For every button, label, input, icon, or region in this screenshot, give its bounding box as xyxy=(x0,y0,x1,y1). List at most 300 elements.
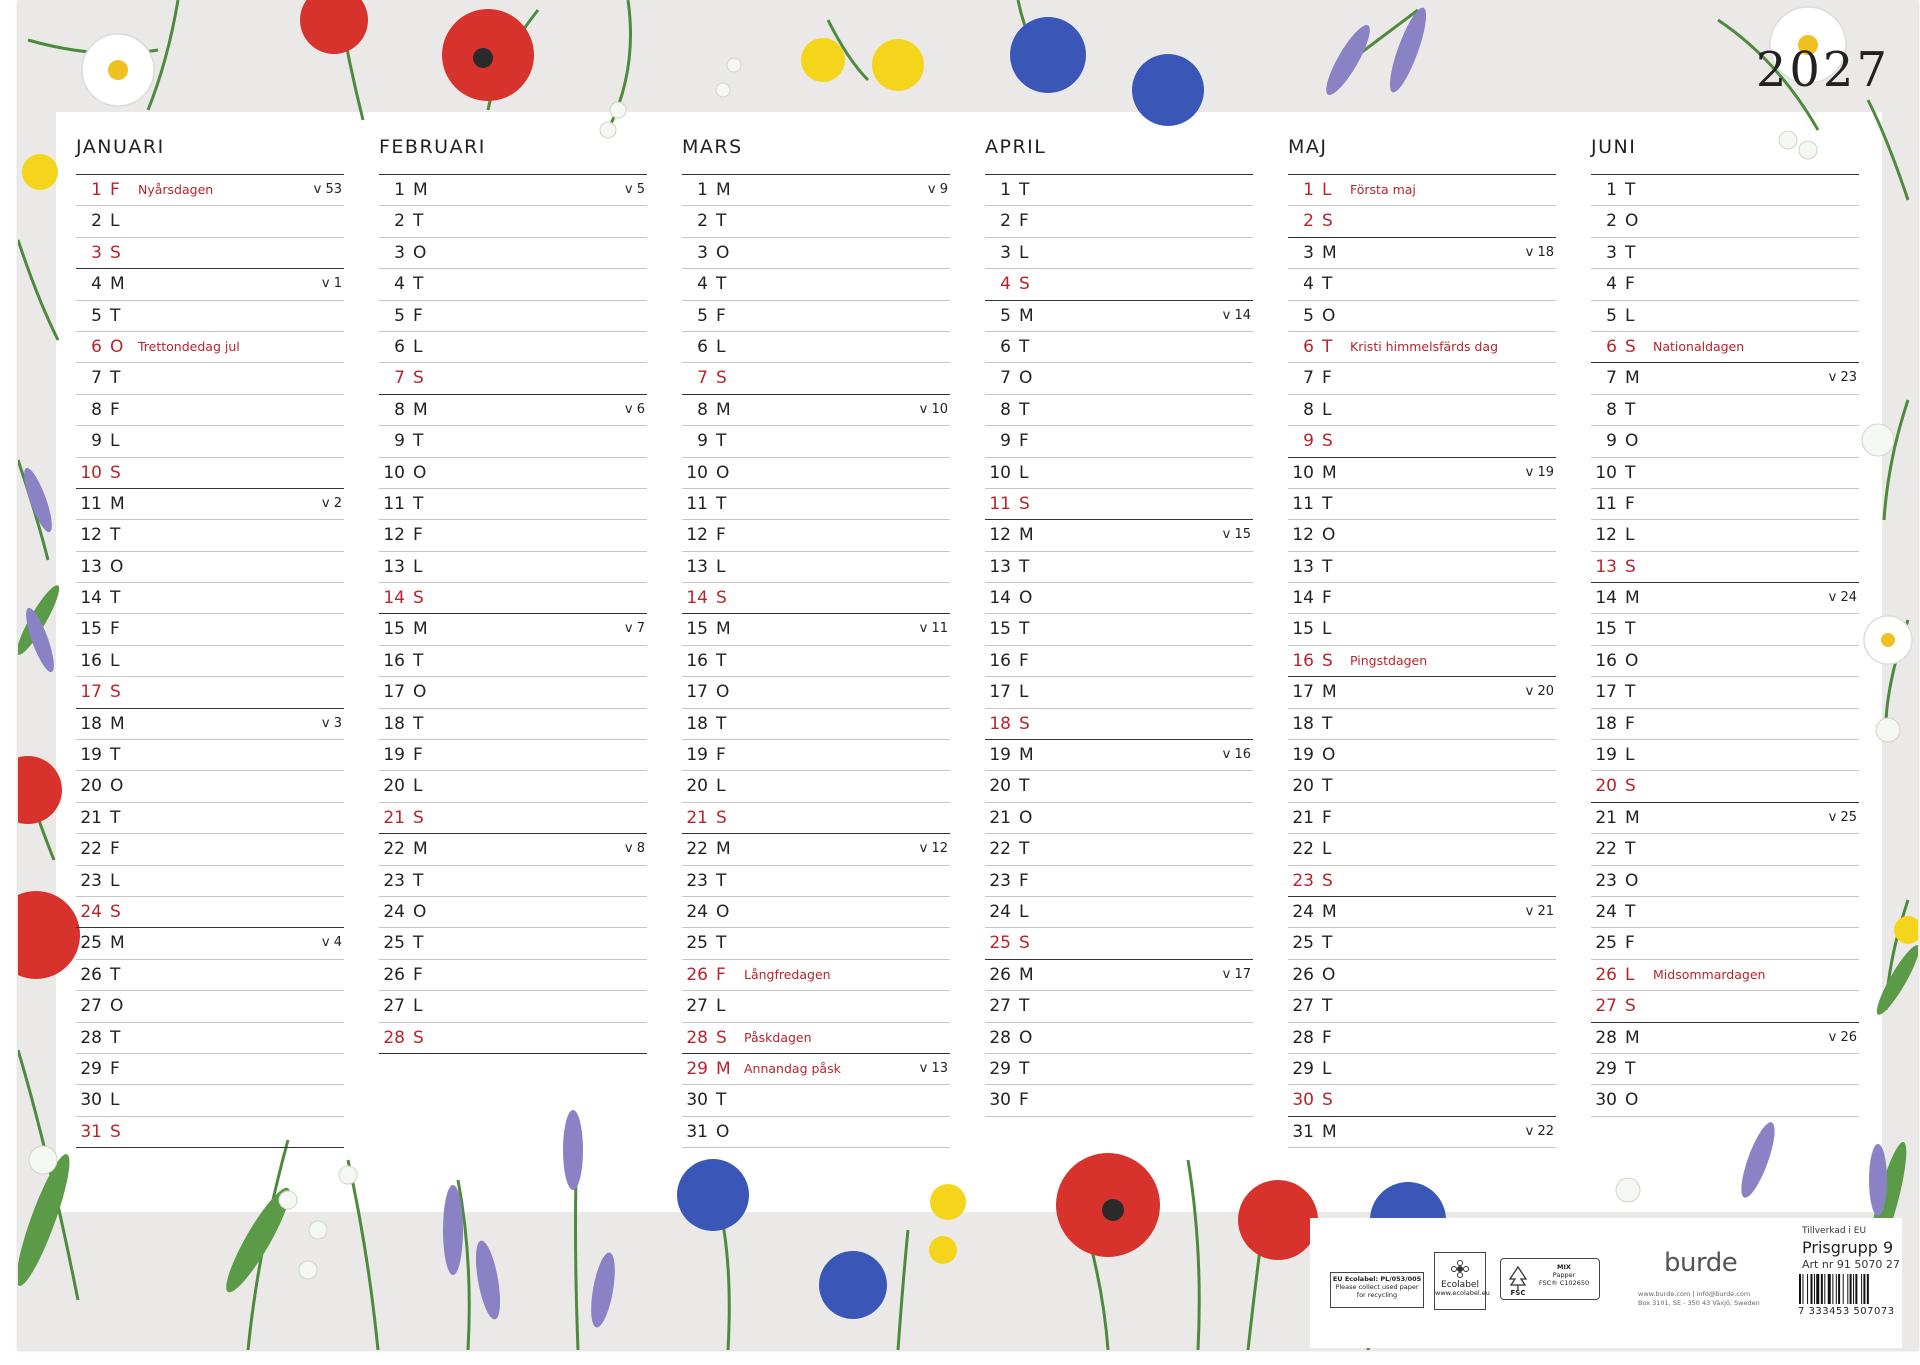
day-row[interactable] xyxy=(985,363,1253,394)
weekday-letter: T xyxy=(1625,462,1636,483)
day-row[interactable] xyxy=(682,866,950,897)
weekday-letter: L xyxy=(413,336,423,357)
day-number: 23 xyxy=(1292,870,1314,891)
weekday-letter: O xyxy=(110,336,124,357)
day-row[interactable] xyxy=(985,206,1253,237)
weekday-letter: O xyxy=(1625,650,1639,671)
day-row[interactable] xyxy=(379,301,647,332)
day-row[interactable] xyxy=(1591,614,1859,645)
day-row[interactable] xyxy=(1591,1085,1859,1116)
weekday-letter: F xyxy=(413,964,423,985)
month-title: MARS xyxy=(682,136,743,158)
day-number: 31 xyxy=(686,1121,708,1142)
day-row[interactable] xyxy=(682,677,950,708)
weekday-letter: L xyxy=(110,1090,120,1111)
week-number: v 26 xyxy=(1828,1029,1857,1045)
weekday-letter: O xyxy=(1019,368,1033,389)
day-row[interactable] xyxy=(1591,1023,1859,1054)
day-row[interactable] xyxy=(1288,677,1556,708)
day-row[interactable] xyxy=(682,395,950,426)
weekday-letter: M xyxy=(1322,1121,1337,1142)
weekday-letter: F xyxy=(1625,493,1635,514)
week-number: v 24 xyxy=(1828,590,1857,606)
day-row[interactable] xyxy=(76,897,344,928)
day-number: 24 xyxy=(1292,901,1314,922)
weekday-letter: T xyxy=(413,211,424,232)
day-row[interactable] xyxy=(379,426,647,457)
weekday-letter: M xyxy=(1322,462,1337,483)
day-row[interactable] xyxy=(76,771,344,802)
day-row[interactable] xyxy=(682,583,950,614)
day-row[interactable] xyxy=(379,834,647,865)
weekday-letter: O xyxy=(1625,431,1639,452)
day-row[interactable] xyxy=(1288,489,1556,520)
weekday-letter: M xyxy=(716,180,731,200)
day-row[interactable] xyxy=(1591,803,1859,834)
day-row[interactable] xyxy=(76,1023,344,1054)
day-row[interactable] xyxy=(1288,583,1556,614)
weekday-letter: M xyxy=(413,180,428,200)
day-row[interactable] xyxy=(985,646,1253,677)
day-row[interactable] xyxy=(1288,269,1556,300)
holiday-name: Midsommardagen xyxy=(1653,966,1766,982)
day-number: 1 xyxy=(697,180,708,200)
day-row[interactable] xyxy=(985,458,1253,489)
day-row[interactable] xyxy=(1591,458,1859,489)
day-row[interactable] xyxy=(379,206,647,237)
day-number: 28 xyxy=(989,1027,1011,1048)
day-row[interactable] xyxy=(1591,740,1859,771)
day-row[interactable] xyxy=(379,1054,647,1084)
weekday-letter: S xyxy=(1625,996,1636,1017)
day-row[interactable] xyxy=(1288,960,1556,991)
day-number: 26 xyxy=(989,964,1011,985)
day-number: 27 xyxy=(80,996,102,1017)
day-row[interactable] xyxy=(379,960,647,991)
day-row[interactable] xyxy=(379,709,647,740)
day-row[interactable] xyxy=(1591,489,1859,520)
day-row[interactable] xyxy=(1591,206,1859,237)
day-row[interactable] xyxy=(682,520,950,551)
day-row[interactable] xyxy=(1288,395,1556,426)
day-row[interactable] xyxy=(76,583,344,614)
day-row[interactable] xyxy=(1288,238,1556,269)
day-row[interactable] xyxy=(985,520,1253,551)
day-row[interactable] xyxy=(1288,991,1556,1022)
day-row[interactable] xyxy=(379,646,647,677)
day-row[interactable] xyxy=(1288,1054,1556,1085)
day-row[interactable] xyxy=(1288,1117,1556,1148)
day-row[interactable] xyxy=(682,646,950,677)
day-row[interactable] xyxy=(76,238,344,269)
day-row[interactable] xyxy=(985,960,1253,991)
weekday-letter: S xyxy=(716,807,727,828)
day-row[interactable] xyxy=(985,897,1253,928)
day-number: 28 xyxy=(383,1027,405,1048)
day-number: 22 xyxy=(1292,839,1314,860)
weekday-letter: T xyxy=(110,368,121,389)
day-row[interactable] xyxy=(682,771,950,802)
day-number: 13 xyxy=(686,556,708,577)
poppy-icon xyxy=(300,0,534,101)
weekday-letter: T xyxy=(413,274,424,295)
day-number: 15 xyxy=(989,619,1011,640)
day-number: 13 xyxy=(80,556,102,577)
day-row[interactable] xyxy=(682,897,950,928)
day-row[interactable] xyxy=(682,269,950,300)
weekday-letter: T xyxy=(1322,933,1333,954)
day-number: 7 xyxy=(1606,368,1617,389)
day-row[interactable] xyxy=(985,426,1253,457)
day-row[interactable] xyxy=(76,1054,344,1085)
day-row[interactable] xyxy=(1591,363,1859,394)
weekday-letter: T xyxy=(716,431,727,452)
day-number: 22 xyxy=(383,839,405,860)
day-row[interactable] xyxy=(379,803,647,834)
weekday-letter: L xyxy=(1322,180,1332,200)
day-row[interactable] xyxy=(682,960,950,991)
day-row[interactable] xyxy=(1288,458,1556,489)
day-number: 2 xyxy=(91,211,102,232)
weekday-letter: S xyxy=(716,588,727,609)
day-row[interactable] xyxy=(379,1115,647,1145)
day-number: 17 xyxy=(80,682,102,703)
weekday-letter: O xyxy=(413,901,427,922)
day-number: 3 xyxy=(1606,242,1617,263)
day-row[interactable] xyxy=(1288,834,1556,865)
day-number: 14 xyxy=(686,588,708,609)
weekday-letter: S xyxy=(110,1121,121,1142)
day-row[interactable] xyxy=(76,489,344,520)
day-row[interactable] xyxy=(76,740,344,771)
day-row[interactable] xyxy=(76,991,344,1022)
day-row[interactable] xyxy=(379,1023,647,1054)
day-row[interactable] xyxy=(379,677,647,708)
weekday-letter: F xyxy=(1019,870,1029,891)
day-row[interactable] xyxy=(1591,866,1859,897)
day-row[interactable] xyxy=(985,489,1253,520)
weekday-letter: T xyxy=(1322,556,1333,577)
day-row[interactable] xyxy=(379,520,647,551)
day-row[interactable] xyxy=(682,332,950,363)
day-row[interactable] xyxy=(682,206,950,237)
day-row[interactable] xyxy=(1591,771,1859,802)
fsc-mark: FSC xyxy=(1510,1289,1526,1297)
day-row[interactable] xyxy=(379,1084,647,1114)
week-number: v 12 xyxy=(919,841,948,857)
weekday-letter: T xyxy=(1322,776,1333,797)
day-row[interactable] xyxy=(1591,928,1859,959)
weekday-letter: M xyxy=(716,619,731,640)
day-row[interactable] xyxy=(682,709,950,740)
day-number: 30 xyxy=(80,1090,102,1111)
weekday-letter: F xyxy=(110,839,120,860)
day-row[interactable] xyxy=(76,520,344,551)
day-row[interactable] xyxy=(985,803,1253,834)
day-number: 12 xyxy=(686,525,708,546)
day-row[interactable] xyxy=(985,740,1253,771)
day-row[interactable] xyxy=(682,803,950,834)
weekday-letter: T xyxy=(1625,399,1636,420)
day-row[interactable] xyxy=(682,1085,950,1116)
day-row[interactable] xyxy=(76,552,344,583)
day-row[interactable] xyxy=(985,1054,1253,1085)
day-row[interactable] xyxy=(682,740,950,771)
day-number: 14 xyxy=(989,588,1011,609)
day-row[interactable] xyxy=(985,552,1253,583)
barcode-bar xyxy=(1843,1274,1844,1304)
day-row[interactable] xyxy=(1288,301,1556,332)
weekday-letter: L xyxy=(110,211,120,232)
day-row[interactable] xyxy=(1288,426,1556,457)
day-row[interactable] xyxy=(379,238,647,269)
day-row[interactable] xyxy=(682,363,950,394)
day-row[interactable] xyxy=(76,363,344,394)
day-number: 21 xyxy=(80,807,102,828)
weekday-letter: F xyxy=(716,745,726,766)
day-row[interactable] xyxy=(379,928,647,959)
day-number: 12 xyxy=(80,525,102,546)
day-number: 28 xyxy=(1595,1027,1617,1048)
day-row[interactable] xyxy=(76,677,344,708)
weekday-letter: T xyxy=(716,274,727,295)
day-row[interactable] xyxy=(379,363,647,394)
day-row[interactable] xyxy=(1288,646,1556,677)
weekday-letter: F xyxy=(110,180,120,200)
day-row[interactable] xyxy=(1591,1054,1859,1085)
day-number: 17 xyxy=(989,682,1011,703)
day-row[interactable] xyxy=(1288,803,1556,834)
barcode-bar xyxy=(1838,1274,1840,1304)
day-row[interactable] xyxy=(1288,175,1556,206)
weekday-letter: F xyxy=(1322,1027,1332,1048)
day-row[interactable] xyxy=(76,301,344,332)
day-row[interactable] xyxy=(1591,332,1859,363)
day-row[interactable] xyxy=(1591,175,1859,206)
day-row[interactable] xyxy=(76,1117,344,1148)
day-number: 30 xyxy=(1595,1090,1617,1111)
day-row[interactable] xyxy=(76,866,344,897)
day-row[interactable] xyxy=(682,991,950,1022)
day-row[interactable] xyxy=(76,709,344,740)
weekday-letter: S xyxy=(110,242,121,263)
ean-number: 7 333453 507073 xyxy=(1798,1306,1895,1317)
day-row[interactable] xyxy=(682,426,950,457)
day-number: 16 xyxy=(383,650,405,671)
day-row[interactable] xyxy=(1288,206,1556,237)
day-number: 25 xyxy=(1292,933,1314,954)
day-row[interactable] xyxy=(379,771,647,802)
day-row[interactable] xyxy=(76,395,344,426)
day-row[interactable] xyxy=(379,489,647,520)
weekday-letter: O xyxy=(1322,745,1336,766)
day-row[interactable] xyxy=(985,614,1253,645)
day-number: 13 xyxy=(989,556,1011,577)
day-row[interactable] xyxy=(985,834,1253,865)
day-number: 24 xyxy=(80,901,102,922)
day-row[interactable] xyxy=(985,709,1253,740)
day-row[interactable] xyxy=(682,552,950,583)
day-row[interactable] xyxy=(76,426,344,457)
day-row[interactable] xyxy=(1288,552,1556,583)
barcode-bar xyxy=(1821,1274,1823,1304)
day-number: 9 xyxy=(91,431,102,452)
day-row[interactable] xyxy=(985,238,1253,269)
day-row[interactable] xyxy=(985,395,1253,426)
day-row[interactable] xyxy=(76,646,344,677)
weekday-letter: O xyxy=(716,462,730,483)
day-row[interactable] xyxy=(1591,552,1859,583)
day-row[interactable] xyxy=(1288,740,1556,771)
day-row[interactable] xyxy=(985,1085,1253,1116)
day-row[interactable] xyxy=(1591,646,1859,677)
day-row[interactable] xyxy=(985,928,1253,959)
day-row[interactable] xyxy=(682,458,950,489)
day-number: 28 xyxy=(1292,1027,1314,1048)
day-row[interactable] xyxy=(1288,1023,1556,1054)
weekday-letter: S xyxy=(110,462,121,483)
holiday-name: Pingstdagen xyxy=(1350,652,1428,668)
weekday-letter: F xyxy=(110,399,120,420)
weekday-letter: T xyxy=(413,713,424,734)
day-row[interactable] xyxy=(1288,614,1556,645)
weekday-letter: M xyxy=(1625,588,1640,609)
day-row[interactable] xyxy=(379,583,647,614)
day-row[interactable] xyxy=(985,175,1253,206)
day-row[interactable] xyxy=(76,175,344,206)
day-row[interactable] xyxy=(682,834,950,865)
day-row[interactable] xyxy=(1591,583,1859,614)
day-row[interactable] xyxy=(76,332,344,363)
day-row[interactable] xyxy=(682,1023,950,1054)
day-row[interactable] xyxy=(379,175,647,206)
day-row[interactable] xyxy=(379,552,647,583)
weekday-letter: O xyxy=(716,242,730,263)
day-number: 19 xyxy=(80,745,102,766)
day-number: 19 xyxy=(1595,745,1617,766)
day-row[interactable] xyxy=(76,206,344,237)
day-row[interactable] xyxy=(985,332,1253,363)
day-number: 16 xyxy=(1595,650,1617,671)
month-march xyxy=(682,112,950,1148)
day-number: 3 xyxy=(1000,242,1011,263)
day-row[interactable] xyxy=(985,1117,1253,1147)
day-row[interactable] xyxy=(985,1023,1253,1054)
day-row[interactable] xyxy=(1288,1085,1556,1116)
day-row[interactable] xyxy=(379,897,647,928)
day-row[interactable] xyxy=(76,614,344,645)
day-row[interactable] xyxy=(379,740,647,771)
day-number: 26 xyxy=(80,964,102,985)
day-row[interactable] xyxy=(1591,709,1859,740)
day-row[interactable] xyxy=(682,1117,950,1148)
day-row[interactable] xyxy=(379,269,647,300)
day-number: 3 xyxy=(697,242,708,263)
day-row[interactable] xyxy=(985,583,1253,614)
day-row[interactable] xyxy=(1288,709,1556,740)
weekday-letter: L xyxy=(1322,839,1332,860)
day-row[interactable] xyxy=(1288,332,1556,363)
day-row[interactable] xyxy=(682,614,950,645)
day-row[interactable] xyxy=(1288,928,1556,959)
day-row[interactable] xyxy=(76,834,344,865)
day-row[interactable] xyxy=(1591,960,1859,991)
day-number: 23 xyxy=(383,870,405,891)
day-row[interactable] xyxy=(1591,426,1859,457)
day-row[interactable] xyxy=(379,395,647,426)
weekday-letter: L xyxy=(110,431,120,452)
day-row[interactable] xyxy=(1288,520,1556,551)
day-row[interactable] xyxy=(1288,363,1556,394)
day-row[interactable] xyxy=(1288,897,1556,928)
day-number: 6 xyxy=(394,336,405,357)
day-row[interactable] xyxy=(985,771,1253,802)
day-number: 1 xyxy=(1000,180,1011,200)
day-row[interactable] xyxy=(985,866,1253,897)
day-row[interactable] xyxy=(76,960,344,991)
weekday-letter: L xyxy=(110,650,120,671)
day-row[interactable] xyxy=(1288,866,1556,897)
day-row[interactable] xyxy=(76,269,344,300)
weekday-letter: L xyxy=(413,996,423,1017)
month-title: JUNI xyxy=(1591,136,1637,158)
day-number: 21 xyxy=(1595,807,1617,828)
day-row[interactable] xyxy=(1288,771,1556,802)
day-number: 18 xyxy=(1292,713,1314,734)
weekday-letter: L xyxy=(413,556,423,577)
day-row[interactable] xyxy=(1591,269,1859,300)
barcode-bar xyxy=(1836,1274,1837,1304)
day-row[interactable] xyxy=(76,928,344,959)
day-row[interactable] xyxy=(682,238,950,269)
day-number: 26 xyxy=(1595,964,1617,985)
day-row[interactable] xyxy=(76,458,344,489)
day-number: 1 xyxy=(394,180,405,200)
day-row[interactable] xyxy=(379,866,647,897)
day-row[interactable] xyxy=(985,677,1253,708)
day-row[interactable] xyxy=(379,332,647,363)
day-row[interactable] xyxy=(682,1054,950,1085)
week-number: v 2 xyxy=(321,495,342,511)
day-row[interactable] xyxy=(1591,991,1859,1022)
weekday-letter: T xyxy=(1322,713,1333,734)
weekday-letter: T xyxy=(1019,996,1030,1017)
day-row[interactable] xyxy=(682,175,950,206)
day-row[interactable] xyxy=(1591,1117,1859,1147)
day-row[interactable] xyxy=(76,803,344,834)
day-row[interactable] xyxy=(985,991,1253,1022)
day-row[interactable] xyxy=(1591,897,1859,928)
day-row[interactable] xyxy=(1591,520,1859,551)
day-row[interactable] xyxy=(379,458,647,489)
day-row[interactable] xyxy=(682,301,950,332)
day-number: 22 xyxy=(686,839,708,860)
day-row[interactable] xyxy=(682,928,950,959)
weekday-letter: T xyxy=(110,588,121,609)
day-row[interactable] xyxy=(379,991,647,1022)
day-row[interactable] xyxy=(1591,677,1859,708)
day-row[interactable] xyxy=(985,269,1253,300)
day-row[interactable] xyxy=(76,1085,344,1116)
day-row[interactable] xyxy=(1591,395,1859,426)
day-row[interactable] xyxy=(985,301,1253,332)
day-number: 20 xyxy=(989,776,1011,797)
day-row[interactable] xyxy=(379,614,647,645)
day-row[interactable] xyxy=(1591,834,1859,865)
day-row[interactable] xyxy=(1591,301,1859,332)
day-row[interactable] xyxy=(682,489,950,520)
day-row[interactable] xyxy=(1591,238,1859,269)
